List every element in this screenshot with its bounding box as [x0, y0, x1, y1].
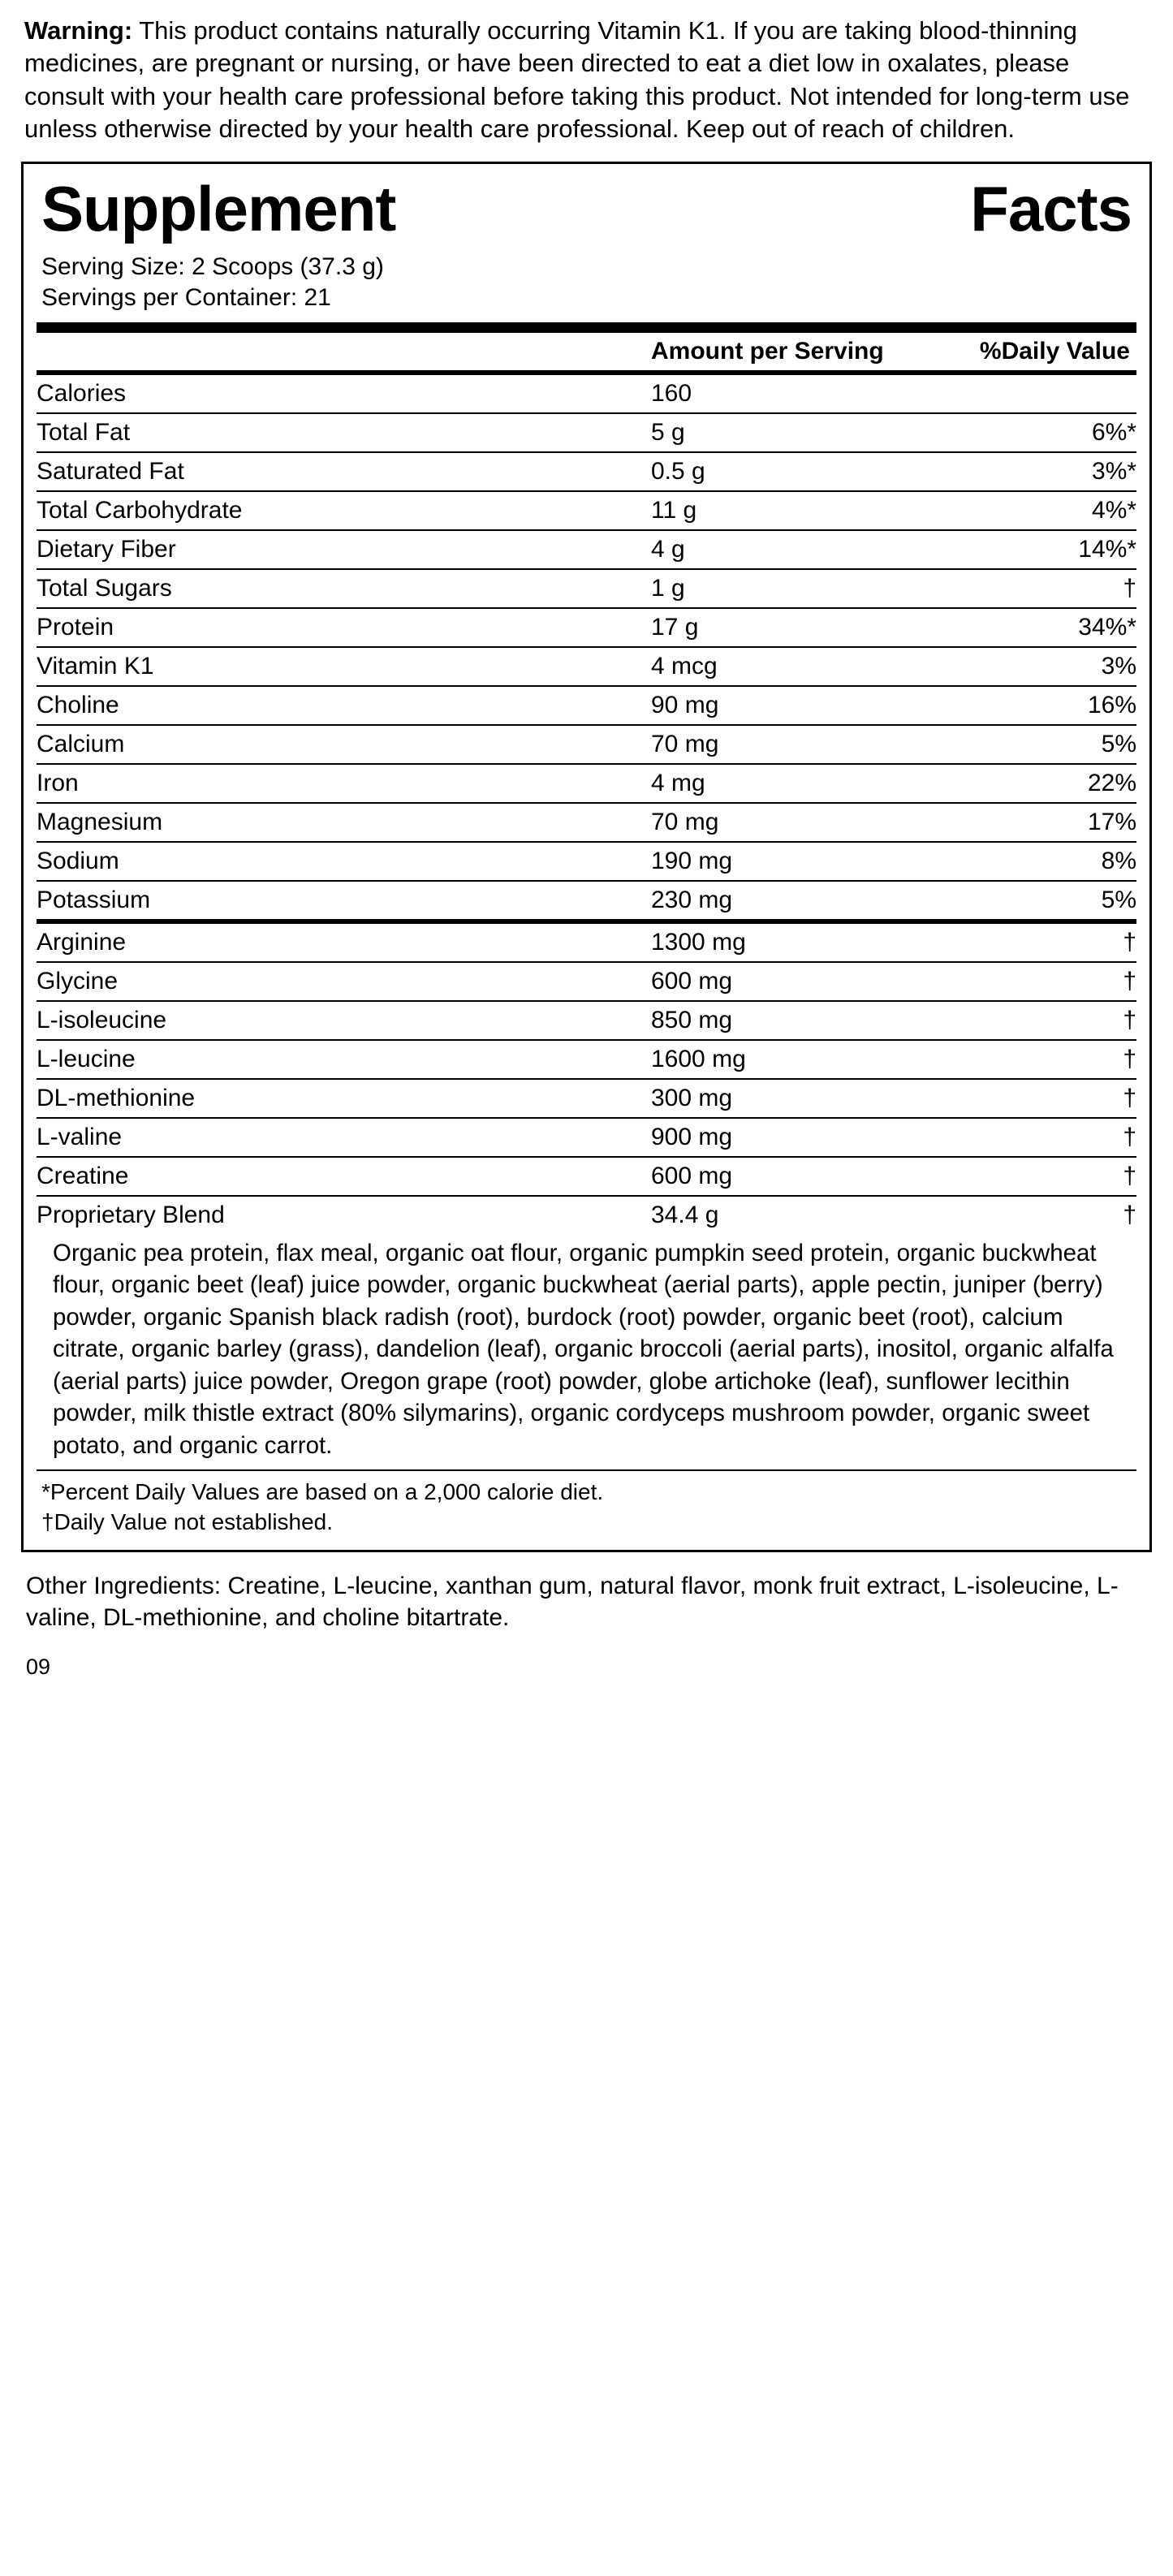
- table-row: [37, 1157, 1136, 1196]
- table-header-row: [37, 333, 1136, 373]
- amino-dv: †: [919, 962, 1136, 1001]
- nutrient-name: Vitamin K1: [37, 647, 651, 686]
- amino-amount: 1300 mg: [651, 921, 919, 962]
- page-number: 09: [26, 1654, 51, 1679]
- nutrient-amount: 0.5 g: [651, 452, 919, 491]
- nutrient-dv: 5%: [919, 725, 1136, 764]
- table-row: [37, 569, 1136, 608]
- nutrient-amount: 4 mcg: [651, 647, 919, 686]
- nutrition-table-body: [37, 333, 1136, 1234]
- nutrient-dv: [919, 373, 1136, 413]
- table-row: [37, 373, 1136, 413]
- table-row: [37, 608, 1136, 647]
- warning-text: This product contains naturally occurring Vitamin K1. If you are taking blood-thinning medicines, are pregnant or nursing, or have been directed to eat a diet low in oxalates, please consult with your health care professional before taking this product. Not intended for long-term use unless otherwise directed by your health care professional. Keep out of reach of children.: [24, 16, 1130, 143]
- nutrient-amount: 70 mg: [651, 725, 919, 764]
- table-row: [37, 413, 1136, 452]
- nutrient-name: Total Carbohydrate: [37, 491, 651, 530]
- amino-dv: †: [919, 921, 1136, 962]
- nutrient-name: Dietary Fiber: [37, 530, 651, 569]
- rule-thick-top: [37, 322, 1136, 333]
- nutrient-amount: 4 g: [651, 530, 919, 569]
- servings-per-container: Servings per Container: 21: [41, 284, 331, 312]
- table-row: [37, 647, 1136, 686]
- blend-name: Proprietary Blend: [37, 1201, 225, 1228]
- nutrient-dv: 8%: [919, 842, 1136, 881]
- table-row: [37, 962, 1136, 1001]
- warning-paragraph: [19, 15, 1154, 145]
- footnote-dagger: †Daily Value not established.: [41, 1508, 334, 1534]
- table-row: [37, 921, 1136, 962]
- amino-dv: †: [919, 1040, 1136, 1079]
- nutrient-name: Calories: [37, 373, 651, 413]
- table-row: [37, 764, 1136, 803]
- nutrient-amount: 5 g: [651, 413, 919, 452]
- nutrient-amount: 70 mg: [651, 803, 919, 842]
- amino-name: Arginine: [37, 921, 651, 962]
- nutrient-dv: †: [919, 569, 1136, 608]
- other-ingredients: Other Ingredients: Creatine, L-leucine, xanthan gum, natural flavor, monk fruit extract, L-isoleucine, L-valine, DL-methionine, and choline bitartrate.: [26, 1572, 1119, 1631]
- amino-amount: 850 mg: [651, 1001, 919, 1040]
- nutrient-amount: 17 g: [651, 608, 919, 647]
- nutrient-dv: 34%*: [919, 608, 1136, 647]
- nutrient-name: Choline: [37, 686, 651, 725]
- amino-dv: †: [919, 1157, 1136, 1196]
- amino-dv: †: [919, 1118, 1136, 1157]
- supplement-facts-panel: [21, 162, 1152, 1552]
- header-name: [37, 333, 651, 373]
- blend-amount: 34.4 g: [651, 1201, 719, 1228]
- nutrient-name: Protein: [37, 608, 651, 647]
- nutrient-dv: 3%: [919, 647, 1136, 686]
- table-row: [37, 491, 1136, 530]
- nutrient-name: Sodium: [37, 842, 651, 881]
- nutrient-dv: 14%*: [919, 530, 1136, 569]
- table-row: [37, 803, 1136, 842]
- amino-amount: 600 mg: [651, 1157, 919, 1196]
- nutrient-dv: 4%*: [919, 491, 1136, 530]
- amino-amount: 300 mg: [651, 1079, 919, 1118]
- amino-amount: 900 mg: [651, 1118, 919, 1157]
- amino-name: Creatine: [37, 1157, 651, 1196]
- nutrient-name: Calcium: [37, 725, 651, 764]
- proprietary-blend-row: [37, 1196, 1136, 1234]
- serving-size: Serving Size: 2 Scoops (37.3 g): [41, 252, 384, 280]
- amino-amount: 600 mg: [651, 962, 919, 1001]
- table-row: [37, 452, 1136, 491]
- nutrient-name: Iron: [37, 764, 651, 803]
- amino-name: DL-methionine: [37, 1079, 651, 1118]
- table-row: [37, 842, 1136, 881]
- nutrient-name: Potassium: [37, 881, 651, 921]
- table-row: [37, 1040, 1136, 1079]
- nutrient-amount: 4 mg: [651, 764, 919, 803]
- table-row: [37, 725, 1136, 764]
- amino-name: L-isoleucine: [37, 1001, 651, 1040]
- footnotes: [37, 1471, 1136, 1538]
- supplement-facts-title: [37, 173, 1136, 245]
- nutrient-dv: 5%: [919, 881, 1136, 921]
- blend-dv: †: [1123, 1201, 1136, 1228]
- title-word-supplement: Supplement: [41, 173, 396, 245]
- header-amount-per-serving: Amount per Serving: [651, 333, 919, 373]
- serving-info: [37, 252, 1136, 314]
- table-row: [37, 1118, 1136, 1157]
- table-row: [37, 1079, 1136, 1118]
- amino-amount: 1600 mg: [651, 1040, 919, 1079]
- table-row: [37, 1001, 1136, 1040]
- table-row: [37, 530, 1136, 569]
- nutrient-dv: 22%: [919, 764, 1136, 803]
- nutrient-dv: 17%: [919, 803, 1136, 842]
- nutrient-name: Total Fat: [37, 413, 651, 452]
- nutrient-amount: 190 mg: [651, 842, 919, 881]
- nutrient-amount: 1 g: [651, 569, 919, 608]
- amino-name: L-leucine: [37, 1040, 651, 1079]
- nutrient-name: Total Sugars: [37, 569, 651, 608]
- nutrient-dv: 16%: [919, 686, 1136, 725]
- table-row: [37, 881, 1136, 921]
- amino-name: L-valine: [37, 1118, 651, 1157]
- nutrition-table: [37, 333, 1136, 1234]
- nutrient-amount: 160: [651, 373, 919, 413]
- title-word-facts: Facts: [970, 173, 1132, 245]
- amino-dv: †: [919, 1079, 1136, 1118]
- nutrient-amount: 11 g: [651, 491, 919, 530]
- header-daily-value: %Daily Value: [919, 333, 1136, 373]
- nutrient-name: Magnesium: [37, 803, 651, 842]
- blend-ingredients: Organic pea protein, flax meal, organic oat flour, organic pumpkin seed protein, organic buckwheat flour, organic beet (leaf) juice powder, organic buckwheat (aerial parts), apple pectin, juniper (berry) powder, organic Spanish black radish (root), burdock (root) powder, organic beet (root), calcium citrate, organic barley (grass), dandelion (leaf), organic broccoli (aerial parts), inositol, organic alfalfa (aerial parts) juice powder, Oregon grape (root) powder, globe artichoke (leaf), sunflower lecithin powder, milk thistle extract (80% silymarins), organic cordyceps mushroom powder, organic sweet potato, and organic carrot.: [53, 1239, 1114, 1459]
- nutrient-dv: 6%*: [919, 413, 1136, 452]
- nutrient-dv: 3%*: [919, 452, 1136, 491]
- nutrient-amount: 90 mg: [651, 686, 919, 725]
- amino-dv: †: [919, 1001, 1136, 1040]
- nutrient-name: Saturated Fat: [37, 452, 651, 491]
- footnote-daily-values: *Percent Daily Values are based on a 2,000 calorie diet.: [41, 1479, 604, 1505]
- nutrient-amount: 230 mg: [651, 881, 919, 921]
- warning-label: Warning:: [24, 16, 133, 45]
- table-row: [37, 686, 1136, 725]
- amino-name: Glycine: [37, 962, 651, 1001]
